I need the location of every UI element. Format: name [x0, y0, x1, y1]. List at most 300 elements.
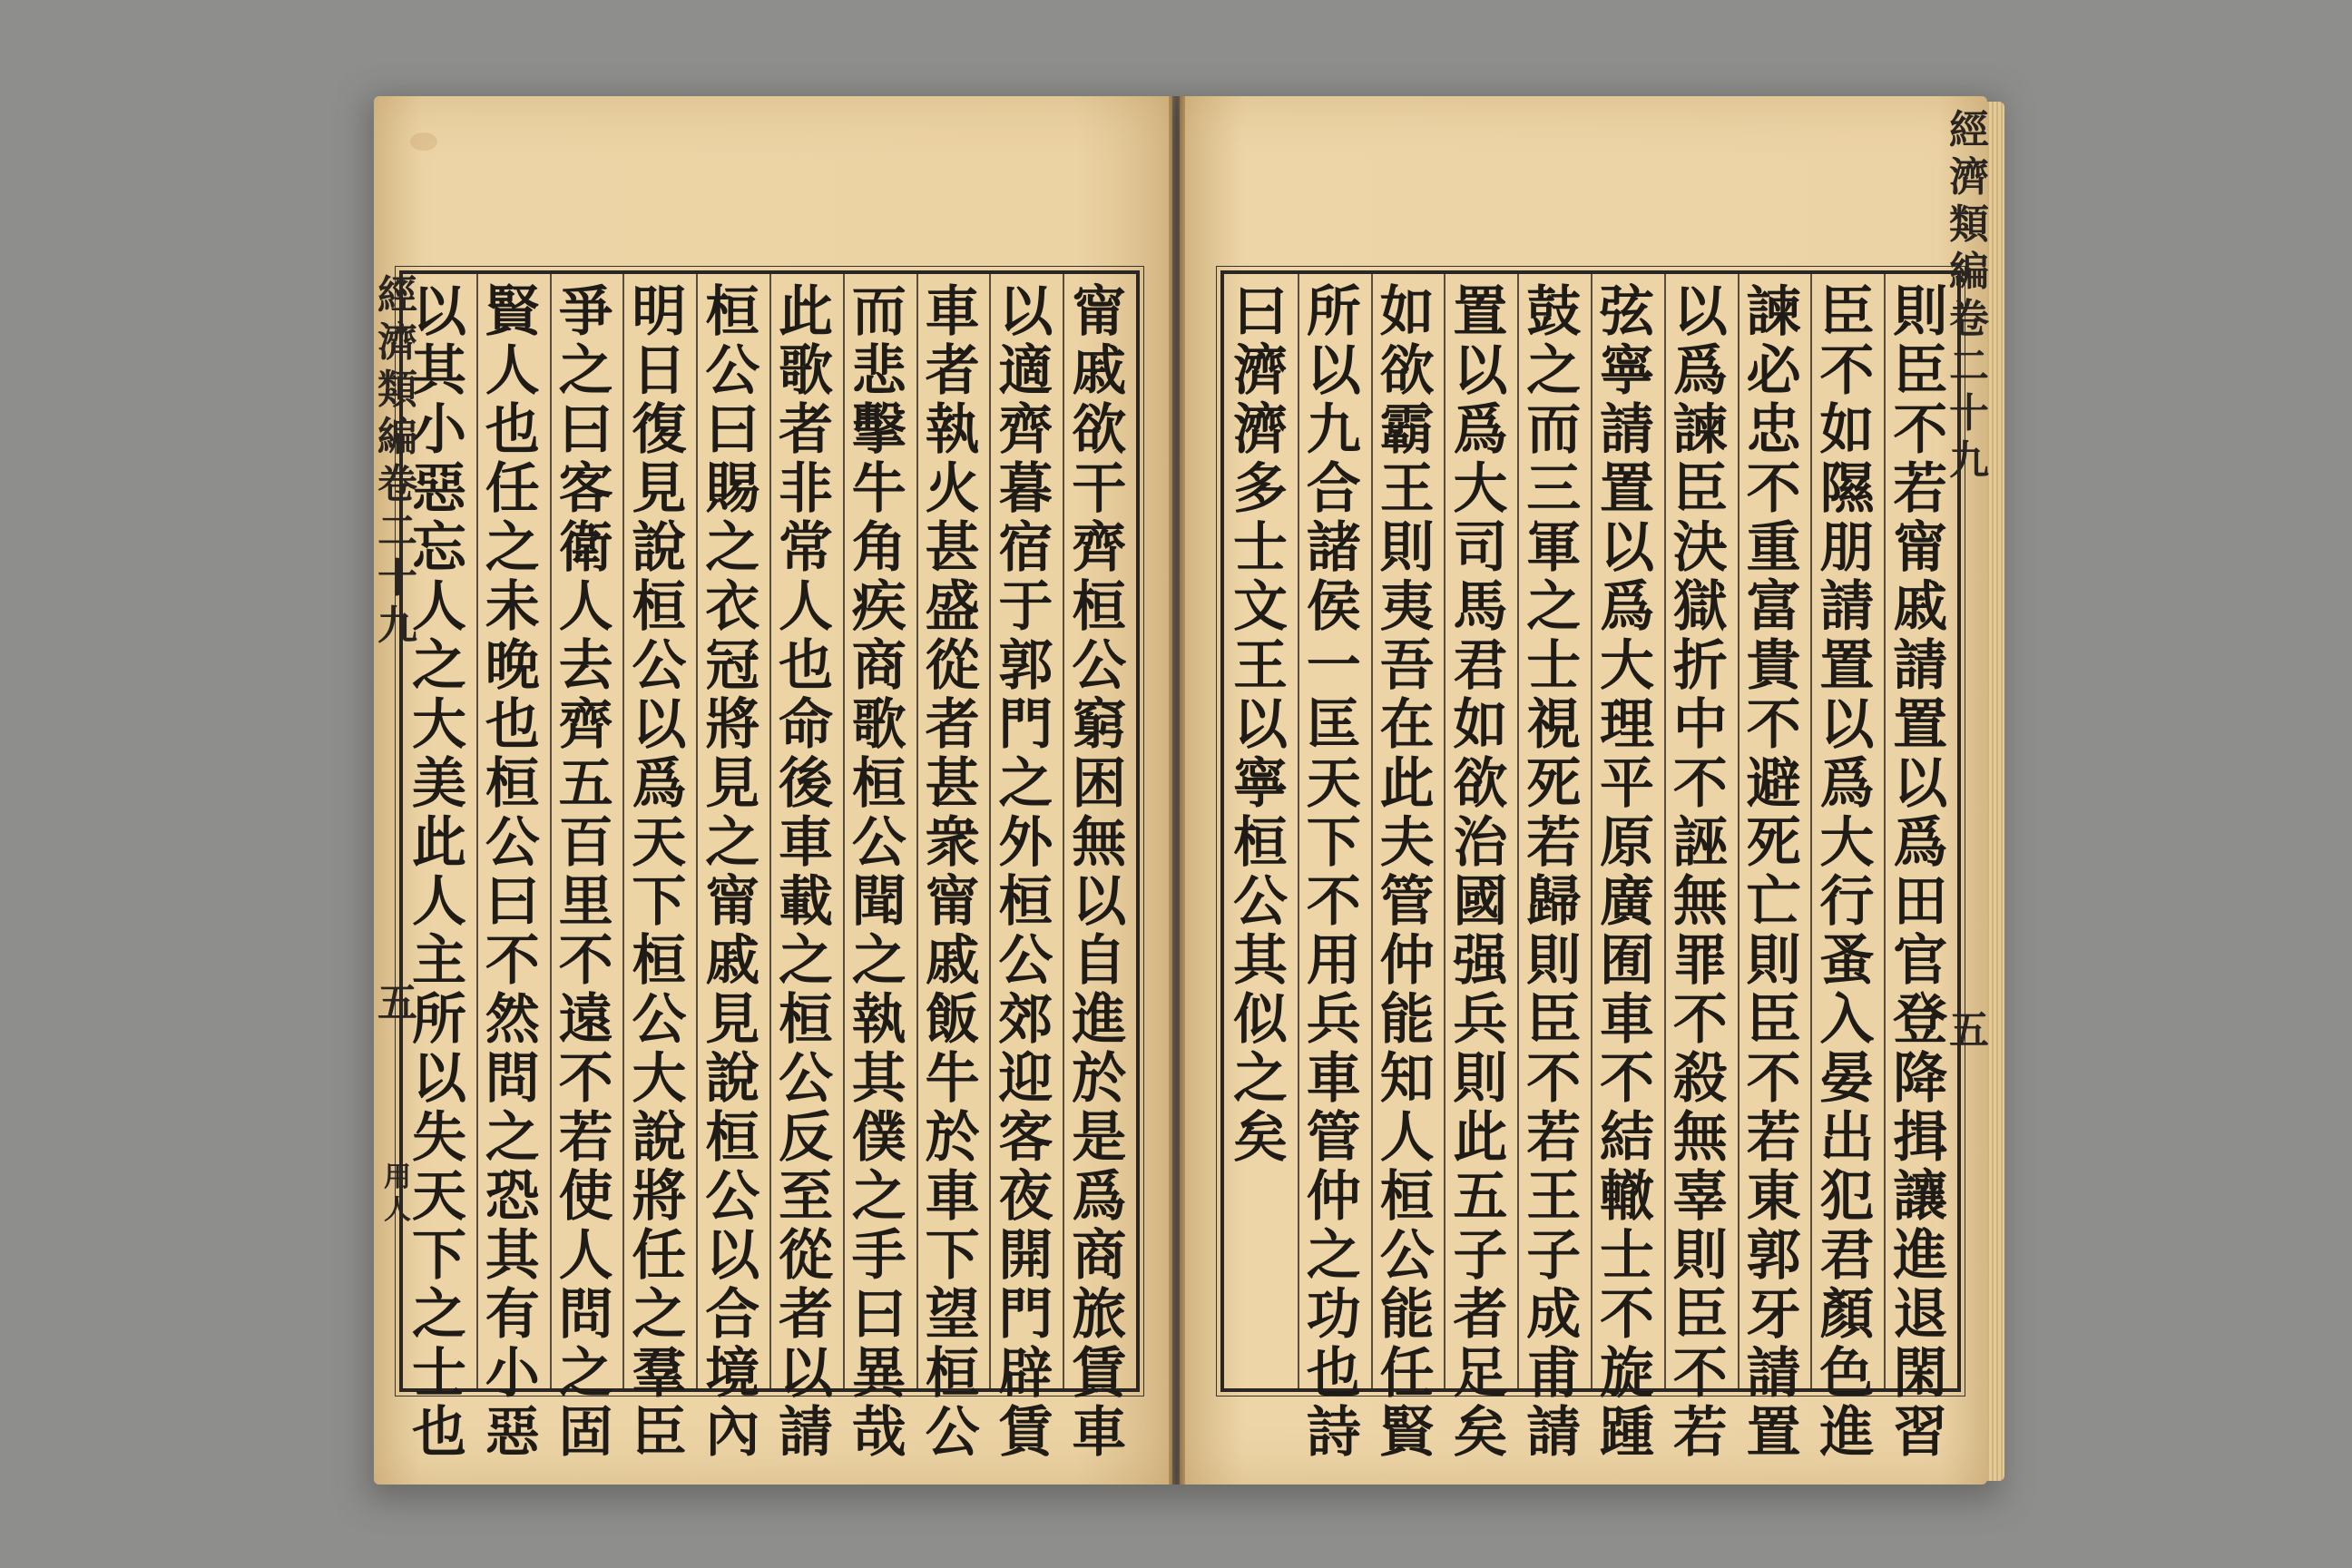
glyph: 君 — [1453, 634, 1508, 698]
glyph: 一 — [1306, 634, 1361, 698]
glyph: 日 — [632, 339, 687, 403]
glyph: 蚤 — [1819, 929, 1875, 993]
glyph: 以 — [412, 280, 466, 344]
glyph: 下 — [632, 870, 687, 934]
glyph: 矣 — [1453, 1401, 1508, 1465]
glyph: 富 — [1746, 575, 1801, 639]
glyph: 者 — [925, 693, 980, 757]
glyph: 桓 — [779, 988, 833, 1052]
glyph: 爲 — [1893, 811, 1948, 875]
glyph: 桓 — [998, 870, 1054, 934]
glyph: 賃 — [998, 1401, 1054, 1465]
glyph: 兵 — [1306, 988, 1361, 1052]
glyph: 置 — [1600, 457, 1654, 521]
glyph: 原 — [1600, 811, 1654, 875]
glyph: 王 — [1379, 457, 1435, 521]
glyph: 以 — [632, 693, 687, 757]
glyph: 大 — [412, 693, 466, 757]
glyph: 郭 — [1746, 1224, 1801, 1288]
glyph: 罪 — [1672, 929, 1728, 993]
glyph: 合 — [1306, 457, 1361, 521]
glyph: 甯 — [1072, 280, 1127, 344]
glyph: 車 — [1600, 988, 1654, 1052]
glyph: 若 — [558, 1106, 613, 1170]
glyph: 車 — [925, 1165, 980, 1229]
glyph: 之 — [1233, 1047, 1288, 1111]
glyph: 閑 — [1893, 1342, 1948, 1406]
glyph: 人 — [412, 870, 466, 934]
left-text-frame — [399, 270, 1140, 1465]
glyph: 齊 — [1072, 516, 1127, 580]
glyph: 詩 — [1306, 1401, 1361, 1465]
glyph: 牛 — [851, 457, 906, 521]
glyph: 以 — [1233, 693, 1288, 757]
glyph: 任 — [485, 457, 540, 521]
glyph: 郊 — [998, 988, 1054, 1052]
glyph: 桓 — [632, 575, 687, 639]
glyph: 疾 — [851, 575, 906, 639]
glyph: 能 — [1379, 1283, 1435, 1347]
glyph: 卷 — [1949, 296, 1989, 342]
glyph: 賃 — [1072, 1342, 1127, 1406]
glyph: 之 — [705, 811, 760, 875]
glyph: 知 — [1379, 1047, 1435, 1111]
glyph: 進 — [1072, 988, 1127, 1052]
glyph: 治 — [1453, 811, 1508, 875]
text-column — [1665, 280, 1736, 1465]
glyph: 九 — [377, 603, 417, 649]
glyph: 後 — [779, 752, 833, 816]
book-gutter — [1169, 96, 1185, 1485]
glyph: 置 — [1893, 693, 1948, 757]
glyph: 賢 — [485, 280, 540, 344]
glyph: 飯 — [925, 988, 980, 1052]
glyph: 置 — [1453, 280, 1508, 344]
glyph: 公 — [779, 1047, 833, 1111]
glyph: 之 — [412, 1283, 466, 1347]
glyph: 人 — [779, 575, 833, 639]
glyph: 平 — [1600, 752, 1654, 816]
glyph: 爲 — [1072, 1165, 1127, 1229]
text-column — [844, 280, 915, 1465]
glyph: 置 — [1746, 1401, 1801, 1465]
glyph: 大 — [1600, 634, 1654, 698]
glyph: 能 — [1379, 988, 1435, 1052]
glyph: 桓 — [1072, 575, 1127, 639]
glyph: 公 — [998, 929, 1054, 993]
glyph: 見 — [705, 988, 760, 1052]
glyph: 將 — [632, 1165, 687, 1229]
glyph: 甚 — [925, 516, 980, 580]
glyph: 濟 — [1949, 154, 1989, 201]
glyph: 不 — [1893, 398, 1948, 462]
glyph: 編 — [377, 414, 417, 460]
text-column — [1445, 280, 1515, 1465]
glyph: 此 — [779, 280, 833, 344]
glyph: 王 — [1526, 1165, 1582, 1229]
glyph: 請 — [779, 1401, 833, 1465]
glyph: 人 — [558, 575, 613, 639]
glyph: 霸 — [1379, 398, 1435, 462]
glyph: 者 — [779, 1283, 833, 1347]
glyph: 此 — [1453, 1106, 1508, 1170]
glyph: 說 — [705, 1047, 760, 1111]
glyph: 曰 — [1233, 280, 1288, 344]
glyph: 進 — [1893, 1224, 1948, 1288]
glyph: 是 — [1072, 1106, 1127, 1170]
glyph: 衛 — [558, 516, 613, 580]
glyph: 入 — [1819, 988, 1875, 1052]
glyph: 固 — [558, 1401, 613, 1465]
glyph: 夫 — [1379, 811, 1435, 875]
glyph: 十 — [1949, 390, 1989, 436]
glyph: 之 — [1526, 575, 1582, 639]
glyph: 公 — [925, 1401, 980, 1465]
glyph: 於 — [925, 1106, 980, 1170]
glyph: 主 — [412, 929, 466, 993]
glyph: 濟 — [1233, 339, 1288, 403]
glyph: 以 — [1453, 339, 1508, 403]
glyph: 者 — [1453, 1283, 1508, 1347]
glyph: 臣 — [1672, 1283, 1728, 1347]
glyph: 類 — [377, 367, 417, 413]
glyph: 此 — [1379, 752, 1435, 816]
glyph: 桓 — [1233, 811, 1288, 875]
glyph: 門 — [998, 693, 1054, 757]
glyph: 之 — [558, 339, 613, 403]
glyph: 濟 — [377, 319, 417, 366]
glyph: 牙 — [1746, 1283, 1801, 1347]
glyph: 歌 — [779, 339, 833, 403]
glyph: 君 — [1819, 1224, 1875, 1288]
glyph: 若 — [1893, 457, 1948, 521]
glyph: 復 — [632, 398, 687, 462]
glyph: 晏 — [1819, 1047, 1875, 1111]
glyph: 其 — [1233, 929, 1288, 993]
glyph: 必 — [1746, 339, 1801, 403]
glyph: 甯 — [1893, 516, 1948, 580]
glyph: 以 — [1819, 693, 1875, 757]
right-margin-title — [1942, 107, 1996, 485]
glyph: 甯 — [705, 870, 760, 934]
glyph: 甫 — [1526, 1342, 1582, 1406]
glyph: 死 — [1746, 811, 1801, 875]
glyph: 異 — [851, 1342, 906, 1406]
glyph: 弦 — [1600, 280, 1654, 344]
glyph: 用 — [384, 1161, 411, 1193]
glyph: 之 — [779, 929, 833, 993]
glyph: 九 — [1949, 437, 1989, 484]
glyph: 桓 — [485, 752, 540, 816]
glyph: 此 — [412, 811, 466, 875]
glyph: 王 — [1233, 634, 1288, 698]
glyph: 以 — [705, 1224, 760, 1288]
glyph: 恐 — [485, 1165, 540, 1229]
glyph: 命 — [779, 693, 833, 757]
glyph: 常 — [779, 516, 833, 580]
glyph: 中 — [1672, 693, 1728, 757]
glyph: 不 — [1672, 988, 1728, 1052]
glyph: 開 — [998, 1224, 1054, 1288]
glyph: 不 — [558, 1047, 613, 1111]
glyph: 齊 — [558, 693, 613, 757]
glyph: 衆 — [925, 811, 980, 875]
glyph: 似 — [1233, 988, 1288, 1052]
glyph: 天 — [1306, 752, 1361, 816]
glyph: 客 — [998, 1106, 1054, 1170]
left-section-label — [370, 1161, 425, 1227]
glyph: 角 — [851, 516, 906, 580]
glyph: 臣 — [1672, 457, 1728, 521]
glyph: 請 — [1526, 1401, 1582, 1465]
glyph: 之 — [851, 1165, 906, 1229]
glyph: 經 — [377, 272, 417, 318]
glyph: 九 — [1306, 398, 1361, 462]
glyph: 惡 — [485, 1401, 540, 1465]
glyph: 人 — [485, 339, 540, 403]
text-column — [1225, 280, 1296, 1379]
glyph: 欲 — [1379, 339, 1435, 403]
glyph: 車 — [925, 280, 980, 344]
glyph: 馬 — [1453, 575, 1508, 639]
glyph: 曰 — [705, 398, 760, 462]
glyph: 不 — [1672, 752, 1728, 816]
glyph: 田 — [1893, 870, 1948, 934]
glyph: 桓 — [705, 1106, 760, 1170]
glyph: 行 — [1819, 870, 1875, 934]
glyph: 戚 — [1893, 575, 1948, 639]
glyph: 商 — [1072, 1224, 1127, 1288]
glyph: 以 — [1672, 280, 1728, 344]
glyph: 冠 — [705, 634, 760, 698]
glyph: 公 — [705, 1165, 760, 1229]
glyph: 子 — [1453, 1224, 1508, 1288]
glyph: 强 — [1453, 929, 1508, 993]
glyph: 至 — [779, 1165, 833, 1229]
glyph: 問 — [485, 1047, 540, 1111]
glyph: 軍 — [1526, 516, 1582, 580]
glyph: 郭 — [998, 634, 1054, 698]
glyph: 五 — [1453, 1165, 1508, 1229]
glyph: 以 — [998, 280, 1054, 344]
glyph: 進 — [1819, 1401, 1875, 1465]
glyph: 若 — [1526, 811, 1582, 875]
glyph: 司 — [1453, 516, 1508, 580]
glyph: 不 — [1672, 1342, 1728, 1406]
glyph: 士 — [412, 1342, 466, 1406]
glyph: 習 — [1893, 1401, 1948, 1465]
glyph: 編 — [1949, 249, 1989, 295]
glyph: 擊 — [851, 398, 906, 462]
glyph: 諫 — [1672, 398, 1728, 462]
glyph: 人 — [384, 1194, 411, 1226]
glyph: 明 — [632, 280, 687, 344]
glyph: 爲 — [1672, 339, 1728, 403]
glyph: 桓 — [632, 929, 687, 993]
glyph: 齊 — [998, 398, 1054, 462]
glyph: 二 — [377, 508, 417, 554]
glyph: 之 — [485, 516, 540, 580]
glyph: 獄 — [1672, 575, 1728, 639]
glyph: 公 — [632, 988, 687, 1052]
glyph: 人 — [1379, 1106, 1435, 1170]
glyph: 說 — [632, 516, 687, 580]
glyph: 濟 — [1233, 398, 1288, 462]
right-text-frame — [1220, 270, 1961, 1465]
glyph: 旅 — [1072, 1283, 1127, 1347]
glyph: 以 — [1306, 339, 1361, 403]
glyph: 大 — [632, 1047, 687, 1111]
glyph: 士 — [1233, 516, 1288, 580]
glyph: 十 — [377, 555, 417, 602]
glyph: 迎 — [998, 1047, 1054, 1111]
glyph: 天 — [412, 1165, 466, 1229]
glyph: 管 — [1306, 1106, 1361, 1170]
glyph: 不 — [1306, 870, 1361, 934]
glyph: 之 — [998, 752, 1054, 816]
glyph: 多 — [1233, 457, 1288, 521]
glyph: 則 — [1379, 516, 1435, 580]
text-column — [770, 280, 841, 1465]
glyph: 百 — [558, 811, 613, 875]
glyph: 戚 — [705, 929, 760, 993]
glyph: 羣 — [632, 1342, 687, 1406]
glyph: 不 — [1526, 1047, 1582, 1111]
glyph: 公 — [632, 634, 687, 698]
glyph: 反 — [779, 1106, 833, 1170]
glyph: 甚 — [925, 752, 980, 816]
glyph: 登 — [1893, 988, 1948, 1052]
glyph: 手 — [851, 1224, 906, 1288]
glyph: 望 — [925, 1283, 980, 1347]
glyph: 門 — [998, 1283, 1054, 1347]
glyph: 成 — [1526, 1283, 1582, 1347]
glyph: 忠 — [1746, 398, 1801, 462]
glyph: 小 — [485, 1342, 540, 1406]
glyph: 五 — [377, 980, 417, 1026]
glyph: 不 — [1600, 1047, 1654, 1111]
glyph: 之 — [705, 516, 760, 580]
glyph: 曰 — [485, 870, 540, 934]
glyph: 貴 — [1746, 634, 1801, 698]
glyph: 忘 — [412, 516, 466, 580]
glyph: 矣 — [1233, 1106, 1288, 1170]
glyph: 晚 — [485, 634, 540, 698]
glyph: 從 — [779, 1224, 833, 1288]
glyph: 小 — [412, 398, 466, 462]
glyph: 不 — [485, 929, 540, 993]
glyph: 爲 — [1453, 398, 1508, 462]
glyph: 之 — [851, 929, 906, 993]
glyph: 甯 — [925, 870, 980, 934]
glyph: 決 — [1672, 516, 1728, 580]
glyph: 衣 — [705, 575, 760, 639]
glyph: 則 — [1893, 280, 1948, 344]
glyph: 之 — [412, 634, 466, 698]
glyph: 大 — [1819, 811, 1875, 875]
glyph: 也 — [1306, 1342, 1361, 1406]
glyph: 大 — [1453, 457, 1508, 521]
glyph: 也 — [412, 1401, 466, 1465]
glyph: 桓 — [1379, 1165, 1435, 1229]
glyph: 臣 — [1526, 988, 1582, 1052]
glyph: 國 — [1453, 870, 1508, 934]
glyph: 遠 — [558, 988, 613, 1052]
glyph: 重 — [1746, 516, 1801, 580]
glyph: 殺 — [1672, 1047, 1728, 1111]
glyph: 從 — [925, 634, 980, 698]
glyph: 不 — [1746, 457, 1801, 521]
text-column — [697, 280, 768, 1465]
glyph: 臣 — [1893, 339, 1948, 403]
glyph: 下 — [412, 1224, 466, 1288]
glyph: 寧 — [1233, 752, 1288, 816]
glyph: 曰 — [851, 1283, 906, 1347]
glyph: 之 — [1306, 1224, 1361, 1288]
glyph: 則 — [1526, 929, 1582, 993]
glyph: 避 — [1746, 752, 1801, 816]
glyph: 人 — [558, 1224, 613, 1288]
text-column — [1063, 280, 1134, 1465]
glyph: 經 — [1949, 107, 1989, 153]
glyph: 三 — [1526, 457, 1582, 521]
glyph: 侯 — [1306, 575, 1361, 639]
glyph: 困 — [1072, 752, 1127, 816]
glyph: 而 — [1526, 398, 1582, 462]
glyph: 賢 — [1379, 1401, 1435, 1465]
glyph: 聞 — [851, 870, 906, 934]
glyph: 載 — [779, 870, 833, 934]
text-column — [623, 280, 694, 1465]
glyph: 以 — [779, 1342, 833, 1406]
glyph: 車 — [779, 811, 833, 875]
glyph: 東 — [1746, 1165, 1801, 1229]
text-column — [551, 280, 622, 1465]
glyph: 然 — [485, 988, 540, 1052]
glyph: 歸 — [1526, 870, 1582, 934]
glyph: 諫 — [1746, 280, 1801, 344]
ink-stain — [410, 132, 437, 151]
glyph: 轍 — [1600, 1165, 1654, 1229]
glyph: 文 — [1233, 575, 1288, 639]
glyph: 歌 — [851, 693, 906, 757]
glyph: 暮 — [998, 457, 1054, 521]
glyph: 干 — [1072, 457, 1127, 521]
glyph: 里 — [558, 870, 613, 934]
glyph: 踵 — [1600, 1401, 1654, 1465]
glyph: 外 — [998, 811, 1054, 875]
glyph: 用 — [1306, 929, 1361, 993]
glyph: 於 — [1072, 1047, 1127, 1111]
glyph: 夷 — [1379, 575, 1435, 639]
glyph: 無 — [1672, 870, 1728, 934]
glyph: 請 — [1600, 398, 1654, 462]
glyph: 辟 — [998, 1342, 1054, 1406]
glyph: 爲 — [1819, 752, 1875, 816]
glyph: 欲 — [1453, 752, 1508, 816]
glyph: 見 — [632, 457, 687, 521]
glyph: 仲 — [1306, 1165, 1361, 1229]
glyph: 廣 — [1600, 870, 1654, 934]
glyph: 顏 — [1819, 1283, 1875, 1347]
glyph: 視 — [1526, 693, 1582, 757]
text-column — [1811, 280, 1882, 1465]
glyph: 如 — [1453, 693, 1508, 757]
glyph: 寧 — [1600, 339, 1654, 403]
glyph: 于 — [998, 575, 1054, 639]
glyph: 哉 — [851, 1401, 906, 1465]
glyph: 也 — [485, 398, 540, 462]
